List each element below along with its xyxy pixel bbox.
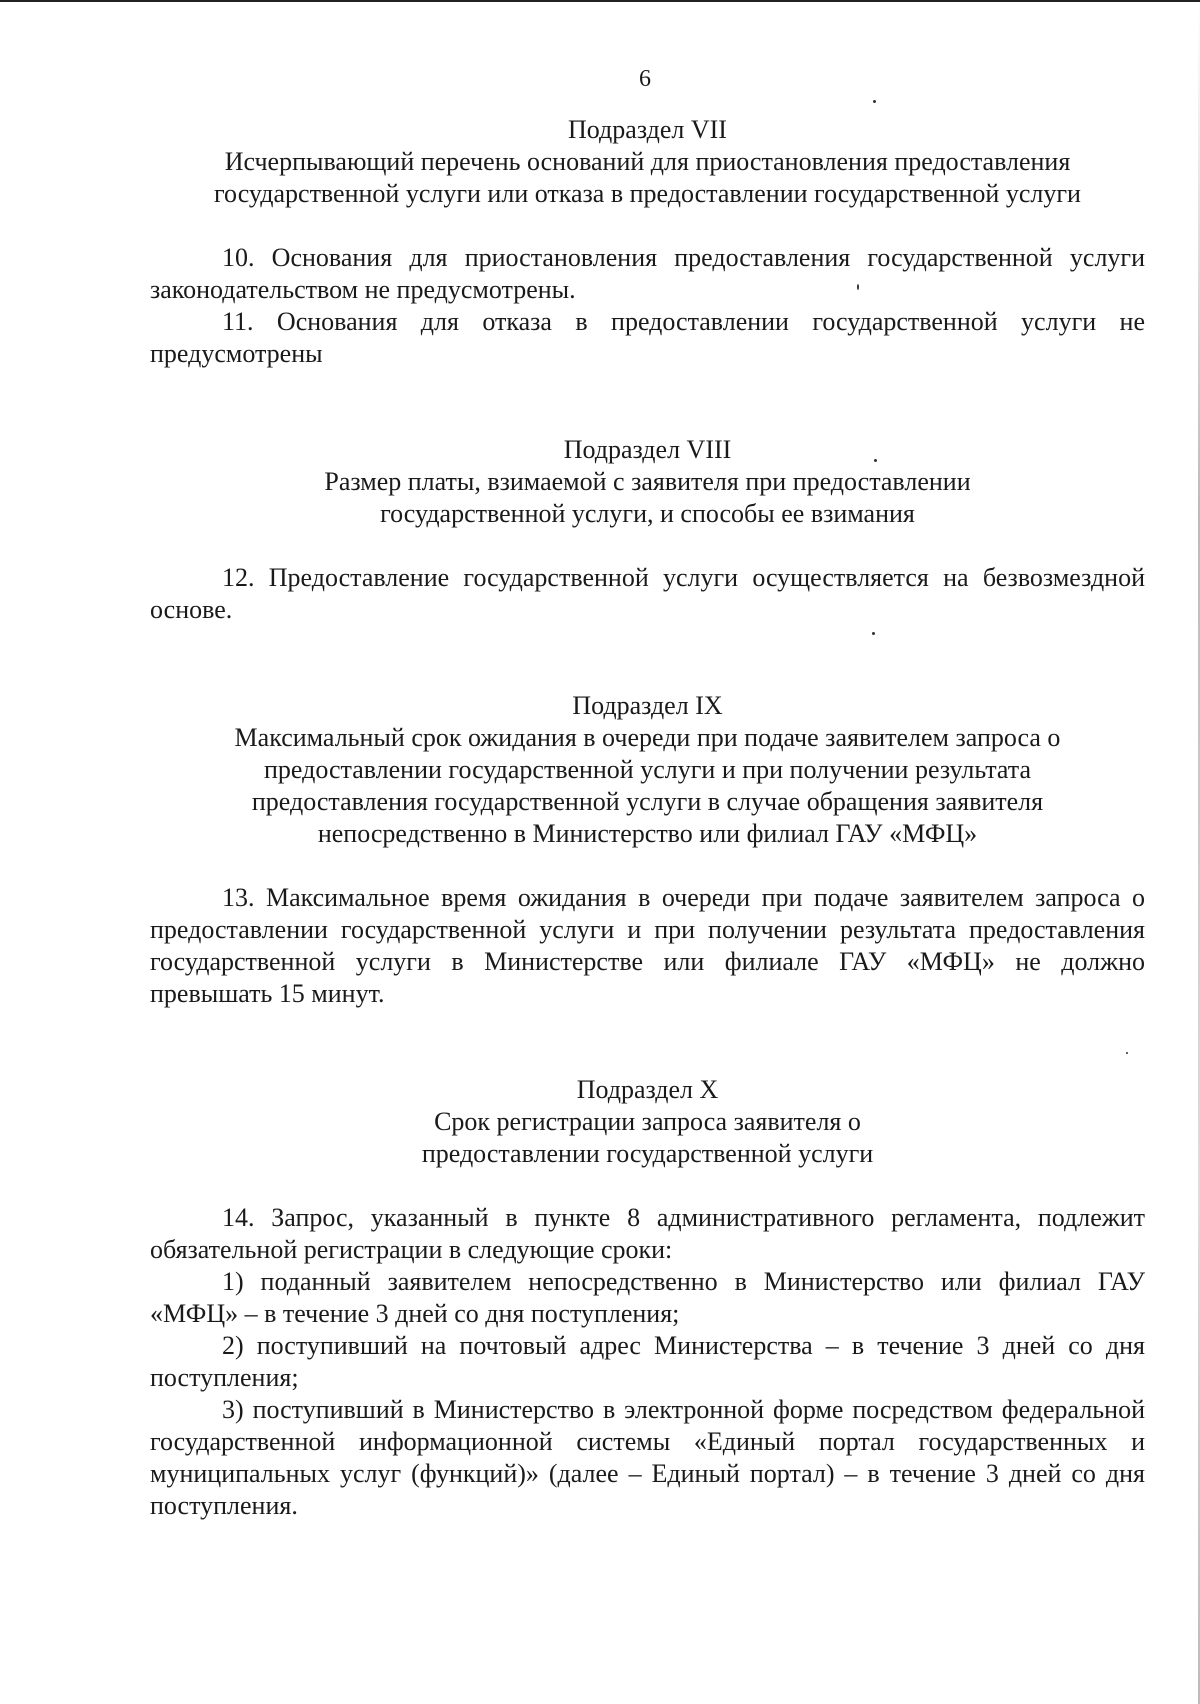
paragraph-14-item-1: 1) поданный заявителем непосредственно в Министерство или филиал ГАУ «МФЦ» – в течение 3 дней со дня поступления; [150, 1267, 1145, 1328]
subsection-label: Подраздел VII [568, 115, 727, 144]
paragraph-14-item-3: 3) поступивший в Министерство в электронной форме посредством федеральной государственной информационной системы «Единый портал государственных и муниципальных услуг (функций)» (далее – Единый портал) – в течение 3 дней со дня поступления. [150, 1395, 1145, 1520]
scan-speck [873, 100, 876, 103]
paragraph-14: 14. Запрос, указанный в пункте 8 административного регламента, подлежит обязательной регистрации в следующие сроки: [150, 1203, 1145, 1264]
paragraph-11: 11. Основания для отказа в предоставлении государственной услуги не предусмотрены [150, 307, 1145, 368]
scan-speck [872, 632, 875, 635]
document-body [150, 114, 1145, 1522]
subsection-label: Подраздел VIII [563, 435, 732, 464]
paragraph-13: 13. Максимальное время ожидания в очереди при подаче заявителем запроса о предоставлении государственной услуги и при получении результата предоставления государственной услуги в Министерстве или филиале ГАУ «МФЦ» не должно превышать 15 минут. [150, 883, 1145, 1008]
scan-speck [874, 459, 877, 462]
subsection-title: Срок регистрации запроса заявителя о предоставлении государственной услуги [421, 1107, 874, 1168]
section-heading-viii [150, 434, 1145, 530]
subsection-label: Подраздел X [576, 1075, 719, 1104]
scan-speck [857, 284, 859, 290]
subsection-title: Размер платы, взимаемой с заявителя при предоставлении государственной услуги, и способы ее взимания [324, 467, 971, 528]
subsection-label: Подраздел IX [572, 691, 723, 720]
subsection-title: Исчерпывающий перечень оснований для приостановления предоставления государственной услуги или отказа в предоставлении государственной услуги [214, 147, 1081, 208]
subsection-title: Максимальный срок ожидания в очереди при подаче заявителем запроса о предоставлении государственной услуги и при получении результата предоставления государственной услуги в случае обращения заявителя непосредственно в Министерство или филиал ГАУ «МФЦ» [234, 723, 1061, 848]
page-number: 6 [639, 66, 651, 92]
section-heading-ix [150, 690, 1145, 850]
section-heading-vii [150, 114, 1145, 210]
paragraph-12: 12. Предоставление государственной услуги осуществляется на безвозмездной основе. [150, 563, 1145, 624]
section-heading-x [150, 1074, 1145, 1170]
paragraph-14-item-2: 2) поступивший на почтовый адрес Министерства – в течение 3 дней со дня поступления; [150, 1331, 1145, 1392]
paragraph-10: 10. Основания для приостановления предоставления государственной услуги законодательством не предусмотрены. [150, 243, 1145, 304]
scan-speck [1126, 1052, 1128, 1054]
